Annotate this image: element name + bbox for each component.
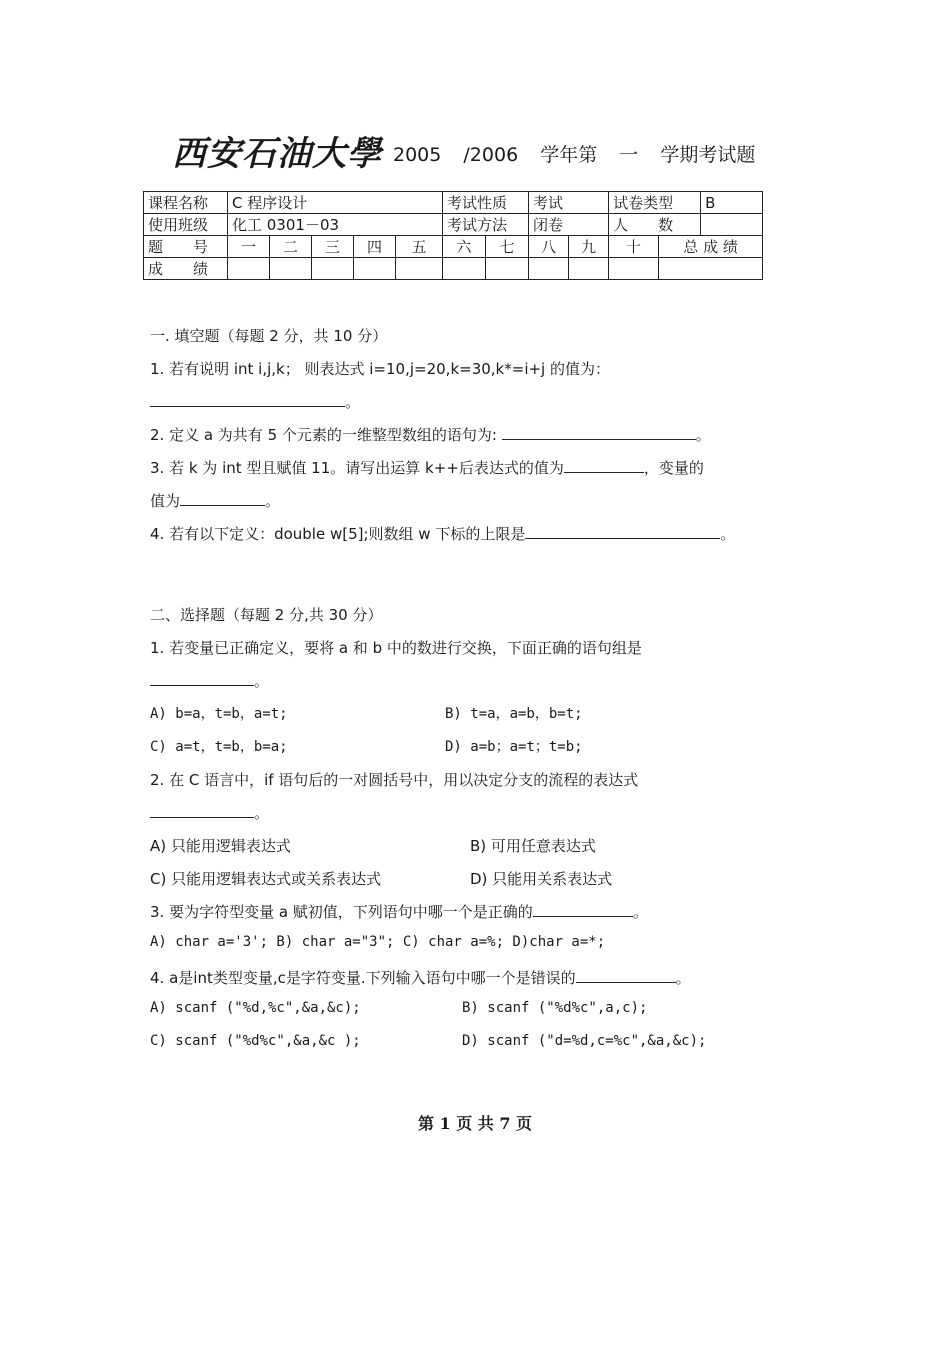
fill-q2-text: 2. 定义 a 为共有 5 个元素的一维整型数组的语句为: [150,426,497,444]
course-value: C 程序设计 [228,192,443,214]
question-num: 七 [486,236,529,258]
method-value: 闭卷 [529,214,609,236]
paper-type-value: B [701,192,763,214]
answer-blank[interactable] [150,392,345,407]
choice-q4-option-c: C) scanf ("%d%c",&a,&c ); [150,1033,361,1049]
fill-q3-text-b: ，变量的 [643,459,704,477]
choice-q1-answer [150,670,269,691]
choice-q3-options: A) char a='3'; B) char a="3"; C) char a=%; D)char a=*; [150,934,606,950]
fill-q3-text: 3. 若 k 为 int 型且赋值 11。请写出运算 k++后表达式的值为 [150,459,564,477]
choice-q3 [150,901,648,922]
choice-q2-option-a: A) 只能用逻辑表达式 [150,837,291,855]
question-num: 三 [312,236,354,258]
period: 。 [720,525,736,543]
fill-q4-text: 4. 若有以下定义：double w[5];则数组 w 下标的上限是 [150,525,526,543]
year-end: /2006 [463,144,519,166]
course-label: 课程名称 [144,192,228,214]
total-score-cell [659,258,763,280]
answer-blank[interactable] [564,458,644,473]
choice-q2-option-b: B) 可用任意表达式 [470,837,596,855]
choice-q4-text: 4. a是int类型变量,c是字符变量.下列输入语句中哪一个是错误的 [150,969,576,987]
score-cell [529,258,569,280]
score-cell [354,258,396,280]
paper-type-label: 试卷类型 [609,192,701,214]
choice-q2-answer [150,802,269,823]
score-cell [228,258,270,280]
question-num: 九 [569,236,609,258]
score-cell [569,258,609,280]
fill-q3-text-c: 值为 [150,492,181,510]
class-label: 使用班级 [144,214,228,236]
choice-q1-option-a: A) b=a，t=b，a=t; [150,706,288,722]
choice-q4 [150,967,691,988]
university-logo-text: 西安石油大學 [172,134,382,174]
answer-blank[interactable] [180,491,265,506]
choice-q2: 2. 在 C 语言中，if 语句后的一对圆括号中，用以决定分支的流程的表达式 [150,771,639,789]
score-cell [486,258,529,280]
question-num: 一 [228,236,270,258]
answer-blank[interactable] [150,671,254,686]
nature-label: 考试性质 [443,192,529,214]
class-value: 化工 0301－03 [228,214,443,236]
term-num: 一 [619,144,639,166]
fill-q4 [150,523,735,544]
fill-q1 [150,358,610,379]
section1-heading: 一. 填空题（每题 2 分，共 10 分） [150,327,388,345]
score-cell [312,258,354,280]
score-cell [270,258,312,280]
choice-q2-option-c: C) 只能用逻辑表达式或关系表达式 [150,870,382,888]
score-label: 成 绩 [144,258,228,280]
answer-blank[interactable] [150,803,254,818]
question-num: 八 [529,236,569,258]
score-cell [396,258,443,280]
method-label: 考试方法 [443,214,529,236]
fill-q1-answer [150,391,360,412]
period: 。 [265,492,281,510]
table-row [144,258,763,280]
fill-q1-text: 1. 若有说明 int i,j,k； 则表达式 i=10,j=20,k=30,k*=i+j 的值为： [150,360,610,378]
period: 。 [695,426,711,444]
table-row [144,236,763,258]
answer-blank[interactable] [525,524,720,539]
choice-q4-option-a: A) scanf ("%d,%c",&a,&c); [150,1000,361,1016]
nature-value: 考试 [529,192,609,214]
count-label: 人 数 [609,214,701,236]
choice-q2-option-d: D) 只能用关系表达式 [470,870,613,888]
page-number: 第 1 页 共 7 页 [417,1114,533,1133]
choice-q1-option-d: D) a=b；a=t；t=b; [445,739,583,755]
exam-title [393,140,769,167]
score-cell [609,258,659,280]
score-cell [443,258,486,280]
fill-q2 [150,424,711,445]
question-no-label: 题 号 [144,236,228,258]
choice-q1: 1. 若变量已正确定义，要将 a 和 b 中的数进行交换，下面正确的语句组是 [150,639,642,657]
total-score-label: 总 成 绩 [659,236,763,258]
choice-q4-option-b: B) scanf ("%d%c",a,c); [462,1000,648,1016]
question-num: 十 [609,236,659,258]
question-num: 五 [396,236,443,258]
count-value [701,214,763,236]
choice-q1-option-c: C) a=t，t=b，b=a; [150,739,288,755]
exam-label: 学期考试题 [660,144,756,166]
table-row [144,214,763,236]
period: 。 [254,672,270,690]
question-num: 四 [354,236,396,258]
answer-blank[interactable] [533,902,633,917]
section2-heading: 二、选择题（每题 2 分,共 30 分） [150,606,383,624]
exam-info-table [143,191,763,280]
choice-q1-option-b: B) t=a，a=b，b=t; [445,706,583,722]
fill-q3-cont [150,490,280,511]
year-start: 2005 [393,144,442,166]
question-num: 六 [443,236,486,258]
answer-blank[interactable] [502,425,696,440]
answer-blank[interactable] [576,968,676,983]
term-label: 学年第 [540,144,598,166]
choice-q3-text: 3. 要为字符型变量 a 赋初值，下列语句中哪一个是正确的 [150,903,533,921]
choice-q4-option-d: D) scanf ("d=%d,c=%c",&a,&c); [462,1033,707,1049]
table-row [144,192,763,214]
period: 。 [675,969,691,987]
period: 。 [254,804,270,822]
question-num: 二 [270,236,312,258]
fill-q3 [150,457,704,478]
period: 。 [345,393,361,411]
period: 。 [632,903,648,921]
